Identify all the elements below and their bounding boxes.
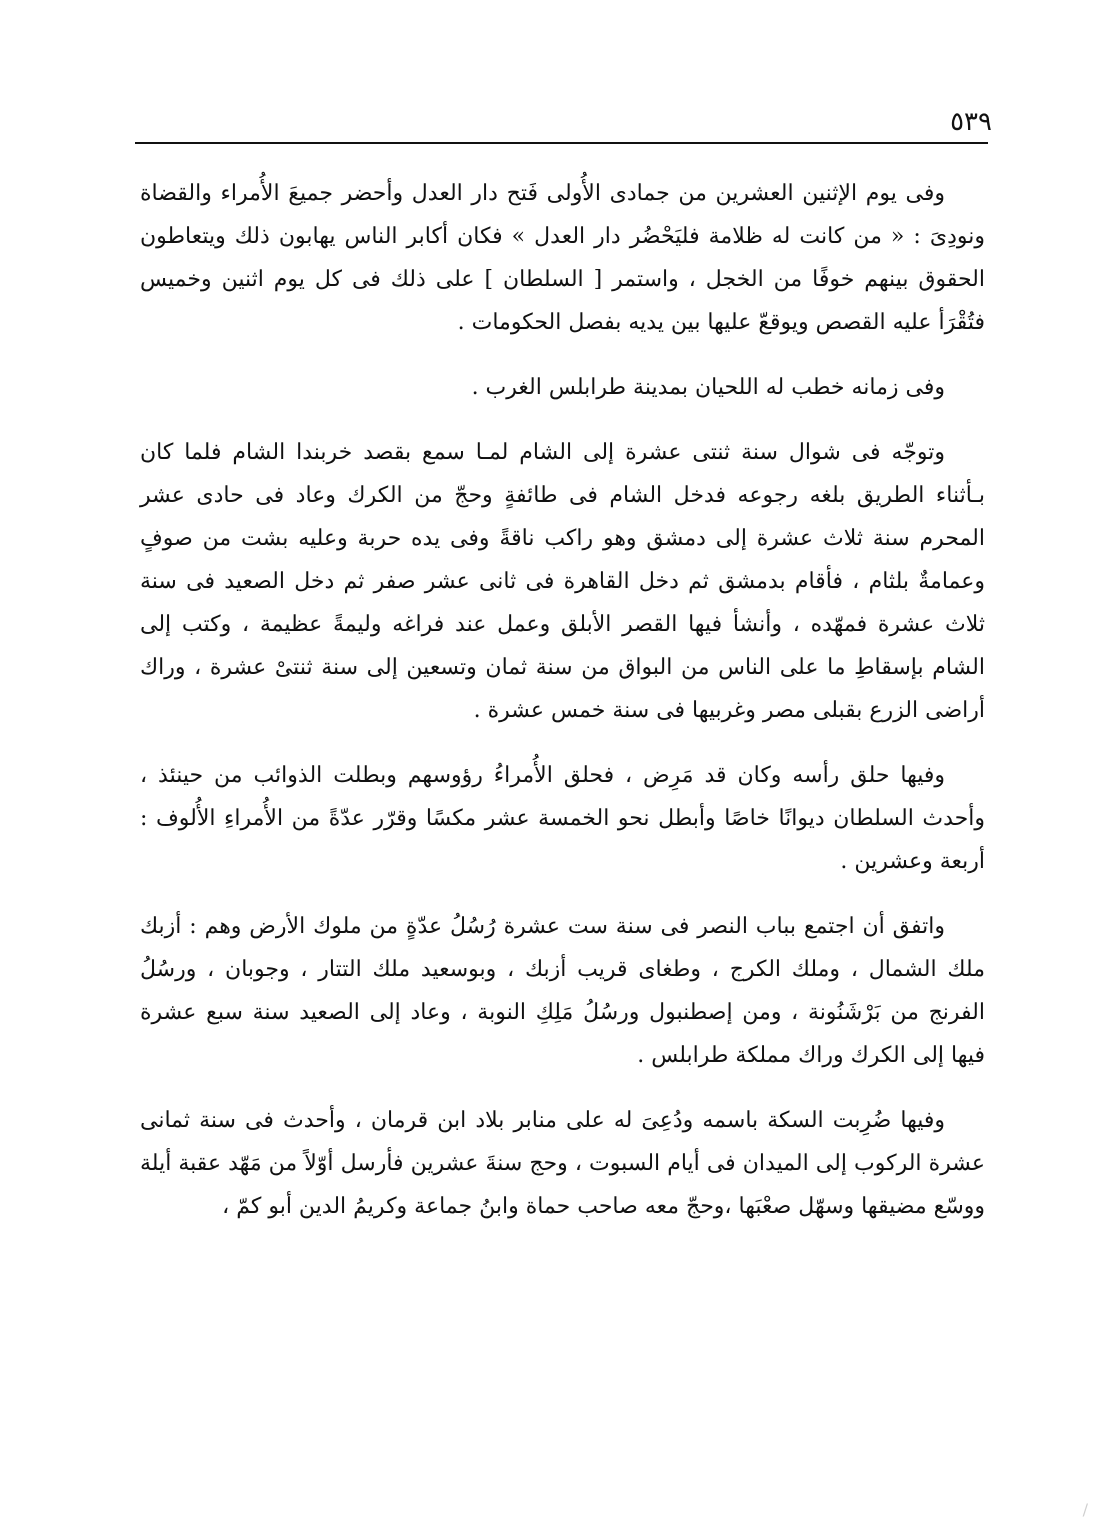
paragraph: واتفق أن اجتمع بباب النصر فى سنة ست عشرة رُسُلُ عدّةٍ من ملوك الأرض وهم : أزبك ملك الشمال ، وملك الكرج ، وطغاى قريب أزبك ، وبوسعيد ملك التتار ، وجوبان ، ورسُلُ الفرنج من بَرْشَنُونة ، ومن إصطنبول ورسُلُ مَلِكِ النوبة ، وعاد إلى الصعيد سنة سبع عشرة فيها إلى الكرك وراك مملكة طرابلس . [140, 914, 985, 1068]
paragraph: وفى يوم الإثنين العشرين من جمادى الأُولى فَتح دار العدل وأحضر جميعَ الأُمراء والقضاة ونودِىَ : « من كانت له ظلامة فليَحْضُر دار العدل » فكان أكابر الناس يهابون ذلك ويتعاطون الحقوق بينهم خوفًا من الخجل ، واستمر [ السلطان ] على ذلك فى كل يوم اثنين وخميس فتُقْرَأ عليه القصص ويوقعّ عليها بين يديه بفصل الحكومات . [140, 181, 985, 335]
page-number: ٥٣٩ [950, 107, 992, 137]
paragraph: وفيها ضُرِبت السكة باسمه ودُعِىَ له على منابر بلاد ابن قرمان ، وأحدث فى سنة ثمانى عشرة الركوب إلى الميدان فى أيام السبوت ، وحج سنةَ عشرين فأرسل أوّلاً من مَهّد عقبة أيلة ووسّع مضيقها وسهّل صعْبَها ،وحجّ معه صاحب حماة وابنُ جماعة وكريمُ الدين أبو كمّ ، [140, 1108, 985, 1219]
body-text [140, 172, 985, 1228]
paragraph: وتوجّه فى شوال سنة ثنتى عشرة إلى الشام لمـا سمع بقصد خربندا الشام فلما كان بـأثناء الطريق بلغه رجوعه فدخل الشام فى طائفةٍ وحجّ من الكرك وعاد فى حادى عشر المحرم سنة ثلاث عشرة إلى دمشق وهو راكب ناقةً وفى يده حربة وعليه بشت من صوفٍ وعمامةٌ بلثام ، فأقام بدمشق ثم دخل القاهرة فى ثانى عشر صفر ثم دخل الصعيد فى سنة ثلاث عشرة فمهّده ، وأنشأ فيها القصر الأبلق وعمل عند فراغه وليمةً عظيمة ، وكتب إلى الشام بإسقاطِ ما على الناس من البواق من سنة ثمان وتسعين إلى سنة ثنتىْ عشرة ، وراك أراضى الزرع بقبلى مصر وغربيها فى سنة خمس عشرة . [140, 440, 985, 723]
paragraph: وفى زمانه خطب له اللحيان بمدينة طرابلس الغرب . [471, 375, 945, 400]
scan-edge-mark: / [1082, 1500, 1088, 1519]
paragraph: وفيها حلق رأسه وكان قد مَرِض ، فحلق الأُمراءُ رؤوسهم وبطلت الذوائب من حينئذ ، وأحدث السلطان ديوانًا خاصًا وأبطل نحو الخمسة عشر مكسًا وقرّر عدّةً من الأُمراءِ الأُلوف : أربعة وعشرين . [140, 763, 985, 874]
header-rule [135, 142, 988, 144]
